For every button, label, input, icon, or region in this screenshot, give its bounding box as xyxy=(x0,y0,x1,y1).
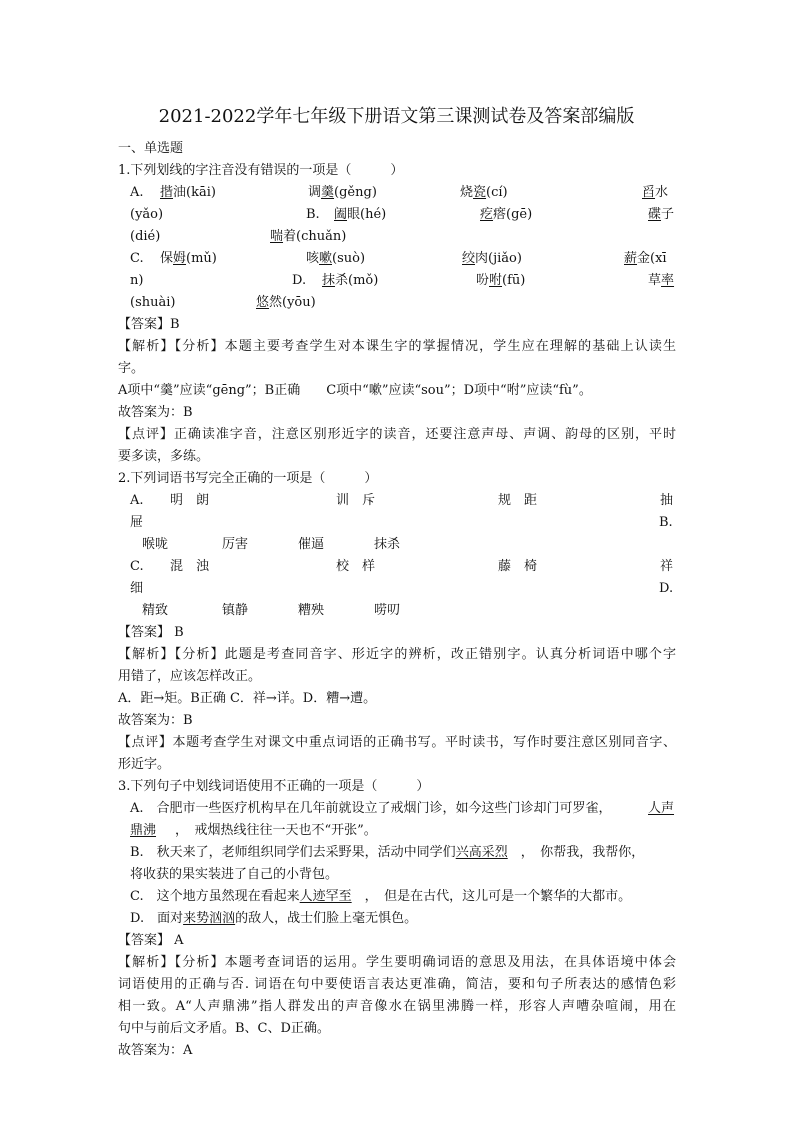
q3-a-text-cont: ， 戒烟热线往往一天也不“开张”。 xyxy=(162,823,377,838)
q2-answer: 【答案】 B xyxy=(118,625,184,640)
q2-c-word3: 藤 椅 xyxy=(498,559,538,574)
q2-comment: 【点评】本题考查学生对课文中重点词语的正确书写。平时读书，写作时要注意区别同音字、 xyxy=(118,735,676,750)
q1-b-word3: 碟子 xyxy=(648,207,675,222)
q2-a-word4: 抽 xyxy=(660,493,674,508)
q2-a-word2: 训 斥 xyxy=(336,493,376,508)
q1-d-word4: 悠然(yōu) xyxy=(256,295,316,310)
q1-a-letter: A. xyxy=(130,185,144,200)
q3-b-text-after: ， 你帮我，我帮你， xyxy=(507,845,645,860)
section-heading: 一、单选题 xyxy=(118,141,184,156)
q3-d-text: D. 面对 xyxy=(130,911,184,926)
q2-analysis-cont: 用错了，应该怎样改正。 xyxy=(118,669,262,684)
q2-a-word3: 规 距 xyxy=(498,493,538,508)
q1-c-word1: 保姆(mǔ) xyxy=(160,251,217,266)
q3-b-text-cont: 将收获的果实装进了自己的小背包。 xyxy=(130,867,339,882)
q1-c-letter: C. xyxy=(130,251,144,266)
q2-comment-cont: 形近字。 xyxy=(118,757,171,772)
q2-b-word1: 喉咙 xyxy=(142,537,169,552)
q2-c-word4-cont: 细 xyxy=(130,581,144,596)
q1-d-word3-cont: (shuài) xyxy=(130,295,176,310)
q1-a-word4-cont: (yǎo) xyxy=(130,207,164,222)
q3-analysis: 【解析】【分析】本题考查词语的运用。学生要明确词语的意思及用法，在具体语境中体会 xyxy=(118,955,676,970)
q3-b-text: B. 秋天来了，老师组织同学们去采野果，活动中同学们 xyxy=(130,845,456,860)
q1-stem: 1.下列划线的字注音没有错误的一项是（ ） xyxy=(118,163,404,178)
q2-d-word2: 镇静 xyxy=(222,603,249,618)
q3-c-text: C. 这个地方虽然现在看起来 xyxy=(130,889,300,904)
q2-d-word4: 唠叨 xyxy=(374,603,401,618)
q3-a-text: A. 合肥市一些医疗机构早在几年前就设立了戒烟门诊，如今这些门诊却门可罗雀， xyxy=(130,801,612,816)
q2-d-word3: 糟殃 xyxy=(298,603,325,618)
q3-analysis-line2: 词语使用的正确与否. 词语在句中要使语言表达更准确，简洁，要和句子所表达的感情色彩 xyxy=(118,977,676,992)
q1-answer: 【答案】B xyxy=(118,317,180,332)
q2-c-word4: 祥 xyxy=(660,559,674,574)
q3-analysis-line4: 句中与前后文矛盾。B、C、D正确。 xyxy=(118,1021,330,1036)
q1-detail: A项中“羹”应读“gēng”；B正确 C项中“嗽”应读“sou”；D项中“咐”应读“fù”。 xyxy=(118,383,592,398)
q1-a-word3: 烧瓷(cí) xyxy=(460,185,508,200)
q1-d-word2: 吩咐(fū) xyxy=(476,273,526,288)
q1-final-answer: 故答案为：B xyxy=(118,405,193,420)
q3-c-phrase: 人迹罕至 xyxy=(299,889,352,904)
q2-d-letter: D. xyxy=(659,581,674,596)
q2-b-word3: 催逼 xyxy=(298,537,325,552)
q2-b-word2: 厉害 xyxy=(222,537,249,552)
q1-c-word3: 绞肉(jiǎo) xyxy=(462,251,522,266)
q3-stem: 3.下列句子中划线词语使用不正确的一项是（ ） xyxy=(118,779,430,794)
q3-b-phrase: 兴高采烈 xyxy=(455,845,508,860)
q1-b-word4: 喘着(chuǎn) xyxy=(270,229,347,244)
q2-b-letter: B. xyxy=(659,515,673,530)
q2-final-answer: 故答案为：B xyxy=(118,713,193,728)
q1-a-word1: 揩油(kāi) xyxy=(160,185,216,200)
q2-detail: A．距→矩。B正确 C．祥→详。D．糟→遭。 xyxy=(118,691,377,706)
q1-b-letter: B. xyxy=(306,207,320,222)
q3-answer: 【答案】 A xyxy=(118,933,184,948)
q1-comment-cont: 要多读，多练。 xyxy=(118,449,210,464)
page-title: 2021-2022学年七年级下册语文第三课测试卷及答案部编版 xyxy=(158,106,635,127)
q3-c-text-after: ， 但是在古代，这儿可是一个繁华的大都市。 xyxy=(351,889,632,904)
q1-d-word1: 抹杀(mǒ) xyxy=(322,273,379,288)
q1-c-word2: 咳嗽(suò) xyxy=(306,251,366,266)
q2-d-word1: 精致 xyxy=(142,603,169,618)
q2-a-word1: 明 朗 xyxy=(170,493,210,508)
q1-c-word4-cont: n) xyxy=(130,273,144,288)
q1-analysis: 【解析】【分析】本题主要考查学生对本课生字的掌握情况，学生应在理解的基础上认读生 xyxy=(118,339,676,354)
q1-a-word2: 调羹(gěng) xyxy=(308,185,377,200)
q1-b-word3-cont: (dié) xyxy=(130,229,161,244)
q1-b-word2: 疙瘩(gē) xyxy=(480,207,533,222)
q2-a-letter: A. xyxy=(130,493,144,508)
q1-analysis-cont: 字。 xyxy=(118,361,145,376)
q2-a-word4-cont: 屉 xyxy=(130,515,144,530)
q3-a-phrase: 人声 xyxy=(648,801,675,816)
q3-d-text-after: 的敌人，战士们脸上毫无惧色。 xyxy=(235,911,418,926)
q2-c-letter: C. xyxy=(130,559,144,574)
q3-analysis-line3: 相一致。A“人声鼎沸”指人群发出的声音像水在锅里沸腾一样，形容人声嘈杂喧闹，用在 xyxy=(118,999,676,1014)
q1-d-word3: 草率 xyxy=(648,273,675,288)
q1-a-word4: 舀水 xyxy=(642,185,669,200)
q2-c-word2: 校 样 xyxy=(336,559,376,574)
q3-final-answer: 故答案为：A xyxy=(118,1043,193,1058)
q2-stem: 2.下列词语书写完全正确的一项是（ ） xyxy=(118,471,378,486)
q3-d-phrase: 来势汹汹 xyxy=(183,911,236,926)
q1-b-word1: 阖眼(hé) xyxy=(334,207,387,222)
q3-a-phrase-cont: 鼎沸 xyxy=(130,823,157,838)
q2-analysis: 【解析】【分析】此题是考查同音字、形近字的辨析，改正错别字。认真分析词语中哪个字 xyxy=(118,647,676,662)
q2-c-word1: 混 浊 xyxy=(170,559,210,574)
q1-d-letter: D. xyxy=(292,273,307,288)
q1-c-word4: 薪金(xī xyxy=(624,251,667,266)
q2-b-word4: 抹杀 xyxy=(374,537,401,552)
q1-comment: 【点评】正确读准字音，注意区别形近字的读音，还要注意声母、声调、韵母的区别，平时 xyxy=(118,427,676,442)
